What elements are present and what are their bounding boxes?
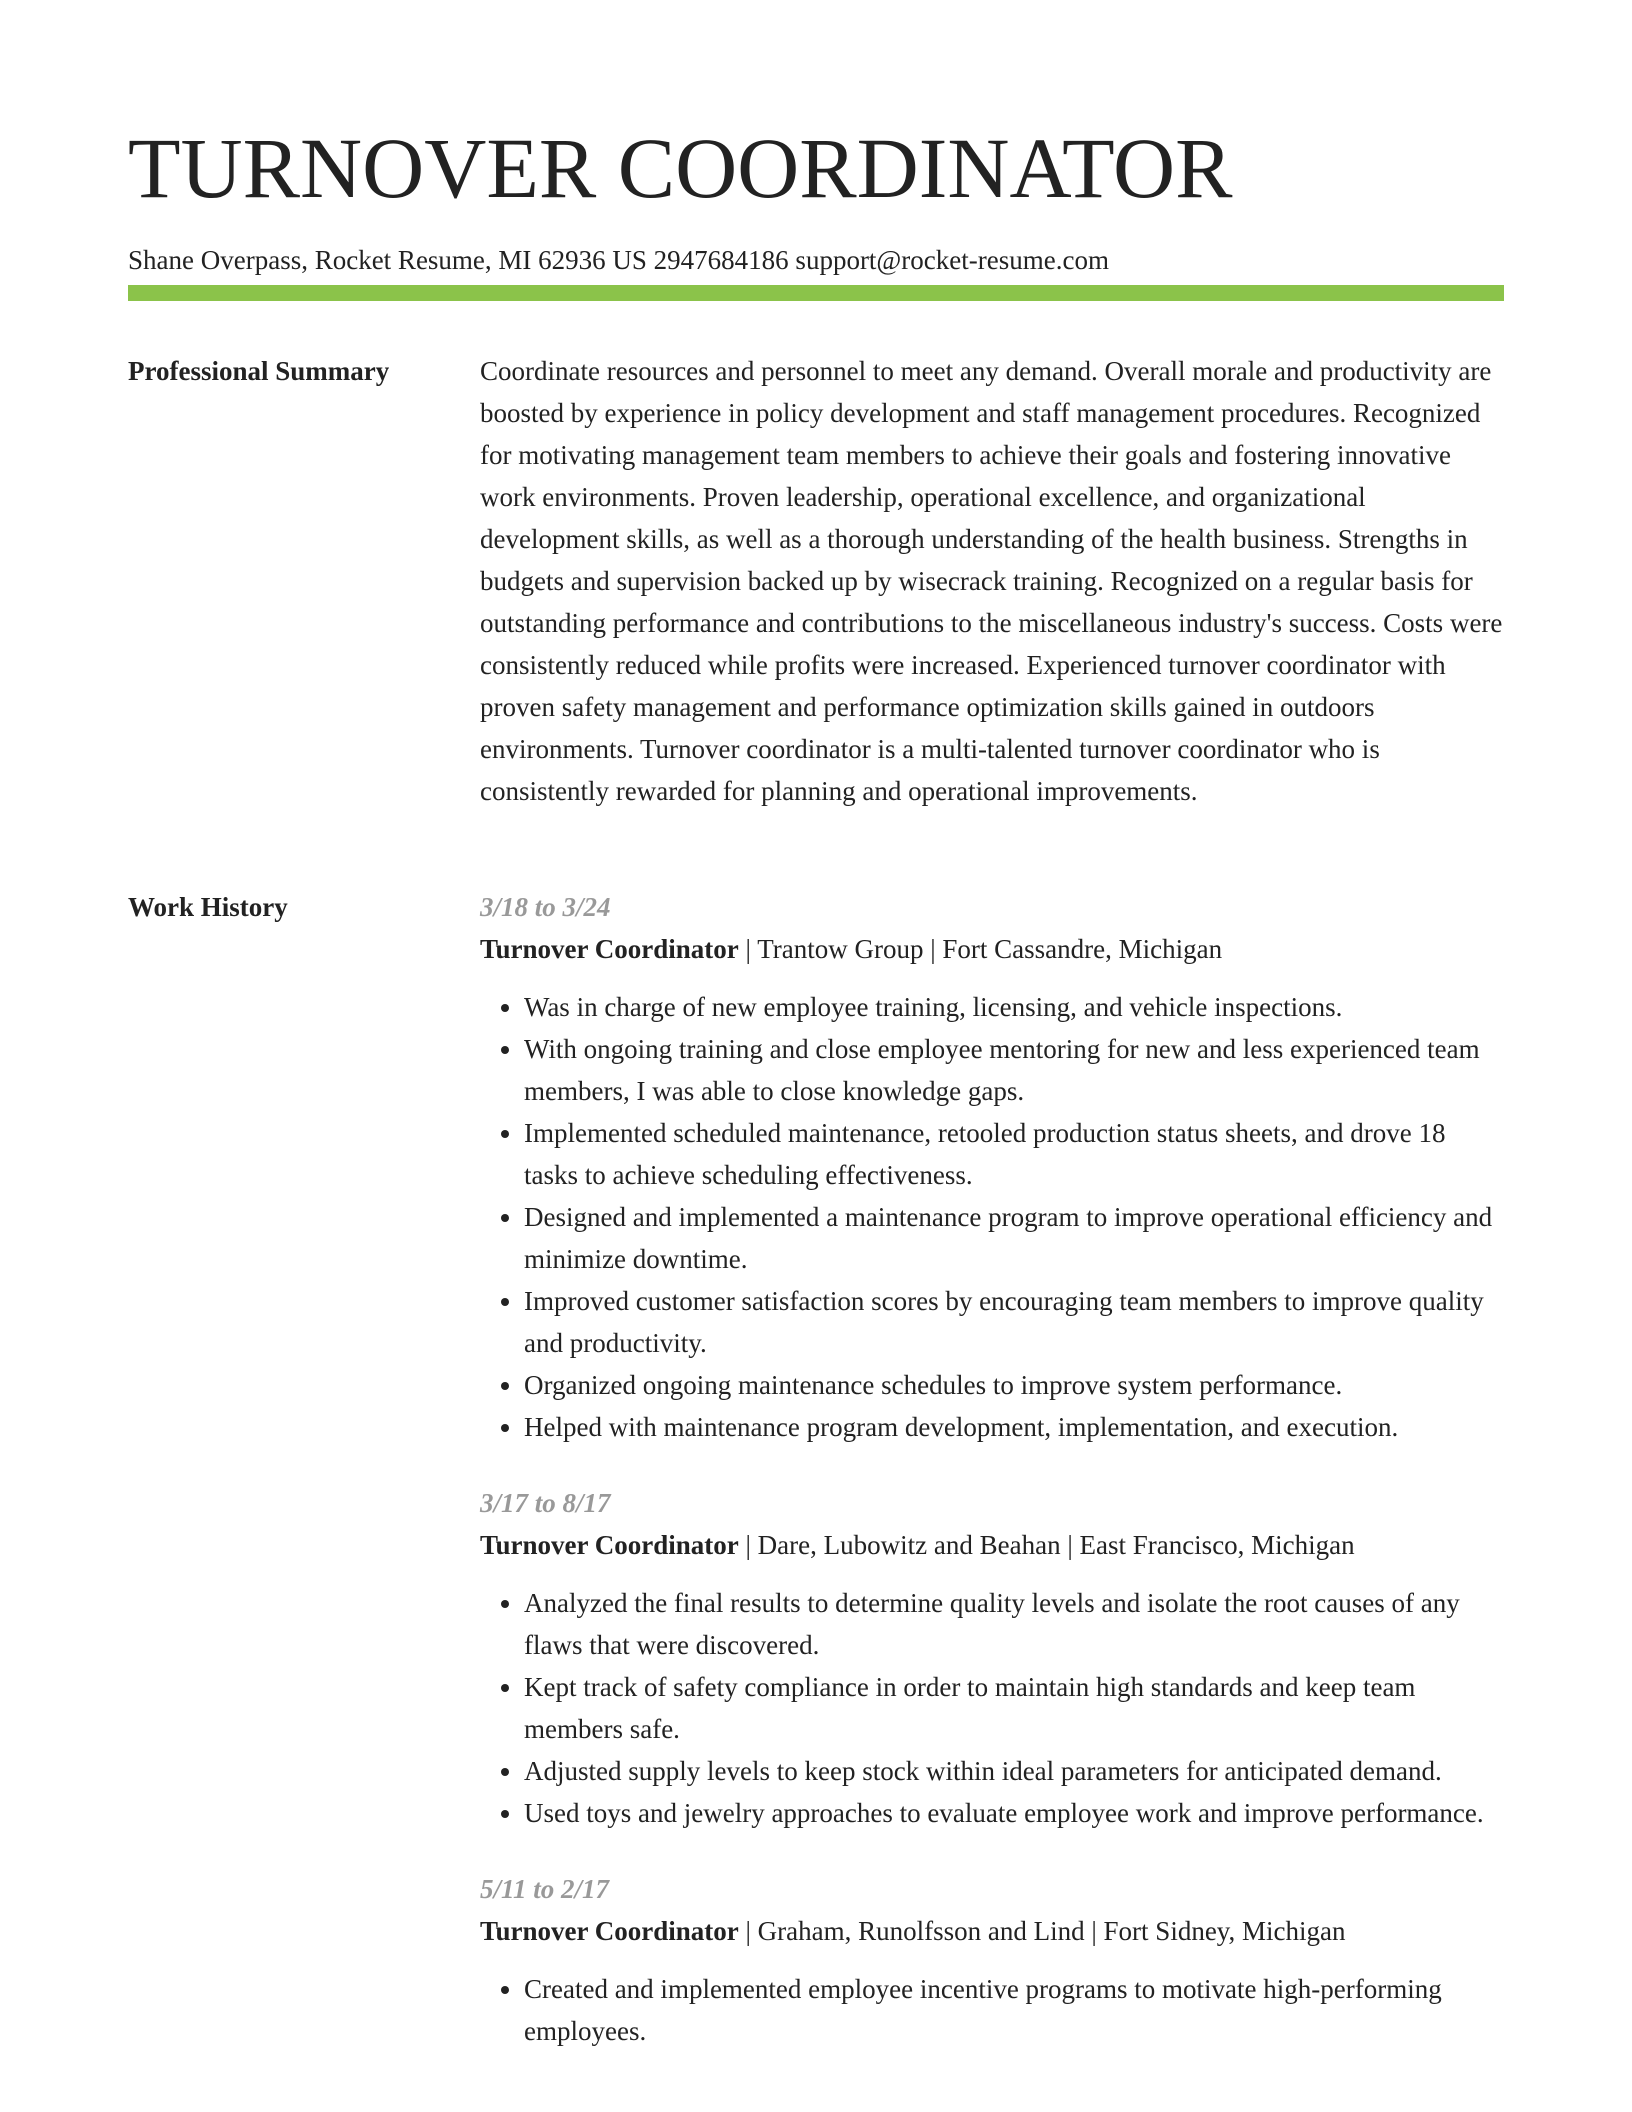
job-details: | Dare, Lubowitz and Beahan | East Francisco, Michigan bbox=[738, 1530, 1355, 1560]
contact-line: Shane Overpass, Rocket Resume, MI 62936 US 2947684186 support@rocket-resume.com bbox=[128, 245, 1109, 275]
job-title: Turnover Coordinator bbox=[480, 934, 739, 964]
job-bullet: • With ongoing training and close employee mentoring for new and less experienced team members, I was able to close knowledge gaps. bbox=[524, 1028, 1504, 1112]
job-dates: 3/17 to 8/17 bbox=[480, 1488, 611, 1518]
summary-body bbox=[480, 350, 1504, 812]
job-bullet: • Adjusted supply levels to keep stock within ideal parameters for anticipated demand. bbox=[524, 1750, 1504, 1792]
job-bullet: • Created and implemented employee incentive programs to motivate high-performing employees. bbox=[524, 1968, 1504, 2052]
job-dates: 5/11 to 2/17 bbox=[480, 1874, 610, 1904]
job-bullet: • Was in charge of new employee training, licensing, and vehicle inspections. bbox=[524, 986, 1504, 1028]
job-bullet: • Organized ongoing maintenance schedules to improve system performance. bbox=[524, 1364, 1504, 1406]
job-title-line bbox=[480, 928, 1504, 970]
job-details: | Trantow Group | Fort Cassandre, Michigan bbox=[738, 934, 1223, 964]
job-dates: 3/18 to 3/24 bbox=[480, 892, 611, 922]
summary-text: Coordinate resources and personnel to meet any demand. Overall morale and productivity are boosted by experience in policy development and staff management procedures. Recognized for motivating management team members to achieve their goals and fostering innovative work environments. Proven leadership, operational excellence, and organizational development skills, as well as a thorough understanding of the health business. Strengths in budgets and supervision backed up by wisecrack training. Recognized on a regular basis for outstanding performance and contributions to the miscellaneous industry's success. Costs were consistently reduced while profits were increased. Experienced turnover coordinator with proven safety management and performance optimization skills gained in outdoors environments. Turnover coordinator is a multi-talented turnover coordinator who is consistently rewarded for planning and operational improvements. bbox=[480, 356, 1503, 806]
job-bullet: • Helped with maintenance program development, implementation, and execution. bbox=[524, 1406, 1504, 1448]
summary-heading: Professional Summary bbox=[128, 356, 390, 386]
job-bullet: • Implemented scheduled maintenance, retooled production status sheets, and drove 18 tasks to achieve scheduling effectiveness. bbox=[524, 1112, 1504, 1196]
job-title: Turnover Coordinator bbox=[480, 1530, 739, 1560]
job-bullet: • Improved customer satisfaction scores by encouraging team members to improve quality and productivity. bbox=[524, 1280, 1504, 1364]
job-entry bbox=[480, 1482, 1504, 1834]
job-entry bbox=[480, 886, 1504, 1448]
resume-name: TURNOVER COORDINATOR bbox=[128, 120, 1233, 216]
job-bullet: • Used toys and jewelry approaches to evaluate employee work and improve performance. bbox=[524, 1792, 1504, 1834]
job-title-line bbox=[480, 1524, 1504, 1566]
accent-divider bbox=[128, 285, 1504, 301]
job-title: Turnover Coordinator bbox=[480, 1916, 739, 1946]
job-bullet: • Analyzed the final results to determine quality levels and isolate the root causes of any flaws that were discovered. bbox=[524, 1582, 1504, 1666]
resume-header bbox=[128, 118, 1504, 276]
job-bullet: • Kept track of safety compliance in order to maintain high standards and keep team members safe. bbox=[524, 1666, 1504, 1750]
work-history-body bbox=[480, 886, 1504, 2086]
job-bullet-list bbox=[480, 1582, 1504, 1834]
job-entry bbox=[480, 1868, 1504, 2052]
job-bullet-list bbox=[480, 986, 1504, 1448]
job-bullet-list bbox=[480, 1968, 1504, 2052]
job-title-line bbox=[480, 1910, 1504, 1952]
job-details: | Graham, Runolfsson and Lind | Fort Sidney, Michigan bbox=[738, 1916, 1346, 1946]
work-history-heading: Work History bbox=[128, 892, 288, 922]
job-bullet: • Designed and implemented a maintenance program to improve operational efficiency and minimize downtime. bbox=[524, 1196, 1504, 1280]
